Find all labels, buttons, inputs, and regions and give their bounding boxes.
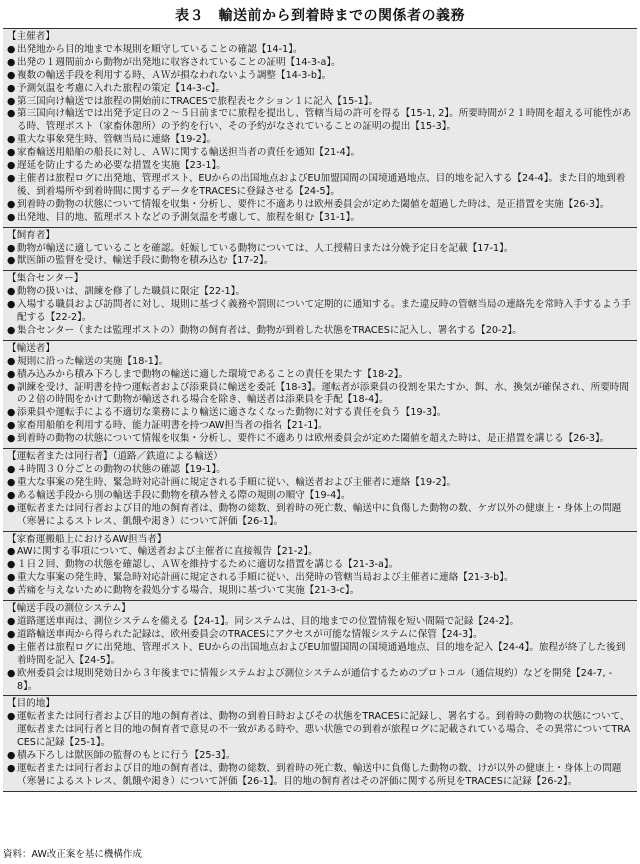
item-text: 重大な事象発生時、管轄当局に連絡【19-2】。: [17, 134, 217, 146]
obligation-item: [7, 108, 632, 134]
item-text: 集合センター（または監理ポストの）動物の飼育者は、動物が到着した状態をTRACESに記入し、署名する【20-2】。: [17, 324, 522, 336]
section-title: 【主催者】: [7, 31, 55, 42]
obligation-item: [7, 616, 632, 629]
bullet-icon: ●: [7, 299, 16, 311]
bullet-icon: ●: [7, 160, 16, 172]
section: [3, 532, 637, 602]
obligation-item: [7, 160, 632, 173]
item-text: 出発地、目的地、監理ポストなどの予測気温を考慮して、旅程を組む【31-1】。: [17, 211, 360, 223]
item-text: 動物が輸送に適していることを確認。妊娠している動物については、人工授精日または分娩予定日を記載【17-1】。: [17, 242, 514, 254]
section-title: 【運転者または同行者】（道路／鉄道による輸送）: [7, 451, 223, 463]
obligation-item: [7, 83, 632, 96]
section: [3, 228, 637, 272]
item-text: 積み込みから積み下ろしまで動物の輸送に適した環境であることの責任を果たす【18-2】。: [17, 368, 409, 380]
section-title: 【飼育者】: [7, 229, 55, 241]
obligation-item: [7, 286, 632, 299]
obligation-item: [7, 382, 632, 408]
obligation-item: [7, 559, 632, 572]
item-text: 運転者または同行者および目的地の飼育者は、動物の総数、到着時の死亡数、輸送中に負傷した動物の数、けが以外の健康上・身体上の問題（寒暑によるストレス、飢餓や渇き）について評価【26-1】。目的地の飼育者はその評価に関する所見をTRACESに記録【26-2】。: [17, 762, 622, 787]
obligation-item: [7, 369, 632, 382]
item-text: 複数の輸送手段を利用する時、ＡＷが損なわれないよう調整【14-3-b】。: [17, 69, 332, 81]
item-text: 主催者は旅程ログに出発地、管理ポスト、EUからの出国地点およびEU加盟国間の国境通過地点、目的地を記入【24-4】。旅程が終了した後到着時間を記入【24-5】。: [17, 641, 626, 666]
obligation-item: [7, 173, 632, 199]
bullet-icon: ●: [7, 381, 16, 393]
section: [3, 601, 637, 696]
item-text: 重大な事案の発生時、緊急時対応計画に規定される手順に従い、輸送者および主催者に連絡【19-2】。: [17, 476, 457, 488]
obligation-item: [7, 546, 632, 559]
item-text: AWに関する事項について、輸送者および主催者に直接報告【21-2】。: [17, 546, 318, 558]
section: [3, 271, 637, 341]
bullet-icon: ●: [7, 147, 16, 159]
bullet-icon: ●: [7, 420, 16, 432]
item-text: １日２回、動物の状態を確認し、ＡＷを維持するために適切な措置を講じる【21-3-a】。: [17, 559, 399, 571]
bullet-icon: ●: [7, 667, 16, 679]
bullet-icon: ●: [7, 476, 16, 488]
item-text: 家畜用船舶を利用する時、能力証明書を持つAW担当者の指名【21-1】。: [17, 420, 328, 432]
item-text: 第三国向け輸送では出発予定日の２～５日前までに旅程を提出し、管轄当局の許可を得る【15-1, 2】。所要時間が２１時間を超える可能性がある時、管理ポスト（家畜休憩所）の予約を行い、その予約がなされていることの証明の提出【15-3】。: [17, 108, 632, 133]
bullet-icon: ●: [7, 489, 16, 501]
obligation-item: [7, 668, 632, 694]
obligation-item: [7, 629, 632, 642]
bullet-icon: ●: [7, 108, 16, 120]
obligation-item: [7, 572, 632, 585]
obligation-item: [7, 503, 632, 529]
item-text: 欧州委員会は規則発効日から３年後までに情報システムおよび測位システムが通信するためのプロトコル（通信規約）などを開発【24-7, -8】。: [17, 667, 613, 692]
bullet-icon: ●: [7, 407, 16, 419]
obligation-item: [7, 433, 632, 446]
table-title: 表３ 輸送前から到着時までの関係者の義務: [175, 8, 465, 24]
item-text: 獣医師の監督を受け、輸送手段に動物を積み込む【17-2】。: [17, 255, 274, 267]
obligation-item: [7, 299, 632, 325]
item-text: 規則に沿った輸送の実施【18-1】。: [17, 355, 169, 367]
bullet-icon: ●: [7, 172, 16, 184]
obligation-item: [7, 212, 632, 225]
item-text: 出発地から目的地まで本規則を順守していることの確認【14-1】。: [17, 43, 303, 55]
bullet-icon: ●: [7, 433, 16, 445]
bullet-icon: ●: [7, 355, 16, 367]
item-text: 訓練を受け、証明書を持つ運転者および添乗員に輸送を委託【18-3】。運転者が添乗員の役割を果たすか、餌、水、換気が確保され、所要時間の２倍の時間をかけて動物が輸送される場合を除き、輸送者は添乗員を手配【18-4】。: [17, 381, 629, 406]
obligation-item: [7, 44, 632, 57]
source-note: 資料：AW改正案を基に機構作成: [3, 849, 142, 860]
obligation-item: [7, 490, 632, 503]
obligation-item: [7, 147, 632, 160]
bullet-icon: ●: [7, 585, 16, 597]
obligation-item: [7, 642, 632, 668]
obligation-item: [7, 70, 632, 83]
obligation-item: [7, 96, 632, 109]
item-text: ４時間３０分ごとの動物の状態の確認【19-1】。: [17, 464, 226, 475]
section-title: 【輸送者】: [7, 342, 55, 354]
item-text: ある輸送手段から別の輸送手段に動物を積み替える際の規則の順守【19-4】。: [17, 489, 351, 501]
bullet-icon: ●: [7, 211, 16, 223]
item-text: 重大な事案の発生時、緊急時対応計画に規定される手順に従い、出発時の管轄当局および主催者に連絡【21-3-b】。: [17, 572, 514, 584]
bullet-icon: ●: [7, 711, 16, 723]
item-text: 家畜輸送用船舶の船長に対し、ＡＷに関する輸送担当者の責任を通知【21-4】。: [17, 147, 361, 159]
obligation-item: [7, 750, 632, 763]
bullet-icon: ●: [7, 641, 16, 653]
item-text: 到着時の動物の状態について情報を収集・分析し、要件に不適ありは欧州委員会が定めた閾値を超えた時は、是正措置を講じる【26-3】。: [17, 433, 610, 445]
obligation-item: [7, 57, 632, 70]
section-title: 【集合センター】: [7, 273, 84, 285]
obligation-item: [7, 356, 632, 369]
obligation-item: [7, 134, 632, 147]
obligation-item: [7, 464, 632, 477]
item-text: 予測気温を考慮に入れた旅程の策定【14-3-c】。: [17, 82, 225, 94]
bullet-icon: ●: [7, 464, 16, 475]
bullet-icon: ●: [7, 628, 16, 640]
item-text: 第三国向け輸送では旅程の開始前にTRACESで旅程表セクション１に記入【15-1】。: [17, 95, 379, 107]
item-text: 苦痛を与えないために動物を殺処分する場合、規則に基づいて実施【21-3-c】。: [17, 585, 360, 597]
item-text: 道路輸送車両から得られた記録は、欧州委員会のTRACESにアクセスが可能な情報システムに保管【24-3】。: [17, 628, 483, 640]
item-text: 道路運送車両は、測位システムを備える【24-1】。同システムは、目的地までの位置情報を短い間隔で記録【24-2】。: [17, 615, 520, 627]
item-text: 出発の１週間前から動物が出発地に収容されていることの証明【14-3-a】。: [17, 56, 341, 68]
section-title: 【家畜運搬船上におけるAW担当者】: [7, 533, 167, 545]
obligation-item: [7, 585, 632, 598]
section-title: 【輸送手段の測位システム】: [7, 603, 131, 615]
obligation-item: [7, 325, 632, 338]
bullet-icon: ●: [7, 255, 16, 267]
obligation-item: [7, 243, 632, 256]
bullet-icon: ●: [7, 324, 16, 336]
section: [3, 341, 637, 449]
bullet-icon: ●: [7, 368, 16, 380]
item-text: 主催者は旅程ログに出発地、管理ポスト、EUからの出国地点およびEU加盟国間の国境通過地点、目的地を記入する【24-4】。また目的地到着後、到着場所や到着時間に関するデータをTRACESに登録させる【24-5】。: [17, 172, 626, 197]
bullet-icon: ●: [7, 750, 16, 762]
obligation-item: [7, 477, 632, 490]
bullet-icon: ●: [7, 615, 16, 627]
obligations-table: [3, 28, 637, 792]
bullet-icon: ●: [7, 572, 16, 584]
item-text: 運転者または同行者および目的地の飼育者は、動物の総数、到着時の死亡数、輸送中に負傷した動物の数、ケガ以外の健康上・身体上の問題（寒暑によるストレス、飢餓や渇き）について評価【26-1】。: [17, 502, 622, 527]
bullet-icon: ●: [7, 242, 16, 254]
item-text: 積み下ろしは獣医師の監督のもとに行う【25-3】。: [17, 750, 236, 762]
bullet-icon: ●: [7, 286, 16, 298]
bullet-icon: ●: [7, 82, 16, 94]
obligation-item: [7, 763, 632, 789]
obligation-item: [7, 420, 632, 433]
bullet-icon: ●: [7, 56, 16, 68]
bullet-icon: ●: [7, 546, 16, 558]
bullet-icon: ●: [7, 134, 16, 146]
bullet-icon: ●: [7, 559, 16, 571]
obligation-item: [7, 255, 632, 268]
item-text: 入場する職員および訪問者に対し、規則に基づく義務や罰則について定期的に通知する。また違反時の管轄当局の連絡先を常時入手するよう手配する【22-2】。: [17, 299, 631, 324]
item-text: 添乗員や運転手による不適切な業務により輸送に適さなくなった動物に対する責任を負う【19-3】。: [17, 407, 447, 419]
item-text: 運転者または同行者および目的地の飼育者は、動物の到着日時およびその状態をTRACESに記録し、署名する。到着時の動物の状態について、運転者または同行者と目的地の飼育者で意見の不一致がある時や、悪い状態での到着が旅程ログに記載されている場合、その異常についてTRACESに記録【25-1】。: [17, 711, 631, 749]
item-text: 到着時の動物の状態について情報を収集・分析し、要件に不適ありは欧州委員会が定めた閾値を超過した時は、是正措置を実施【26-3】。: [17, 198, 610, 210]
obligation-item: [7, 407, 632, 420]
bullet-icon: ●: [7, 95, 16, 107]
section-title: 【目的地】: [7, 698, 55, 710]
bullet-icon: ●: [7, 762, 16, 774]
obligation-item: [7, 711, 632, 750]
bullet-icon: ●: [7, 43, 16, 55]
section: [3, 696, 637, 791]
bullet-icon: ●: [7, 198, 16, 210]
bullet-icon: ●: [7, 502, 16, 514]
section: [3, 449, 637, 531]
section: [3, 29, 637, 228]
obligation-item: [7, 199, 632, 212]
item-text: 遅延を防止するため必要な措置を実施【23-1】。: [17, 160, 226, 172]
item-text: 動物の扱いは、訓練を修了した職員に限定【22-1】。: [17, 286, 246, 298]
bullet-icon: ●: [7, 69, 16, 81]
